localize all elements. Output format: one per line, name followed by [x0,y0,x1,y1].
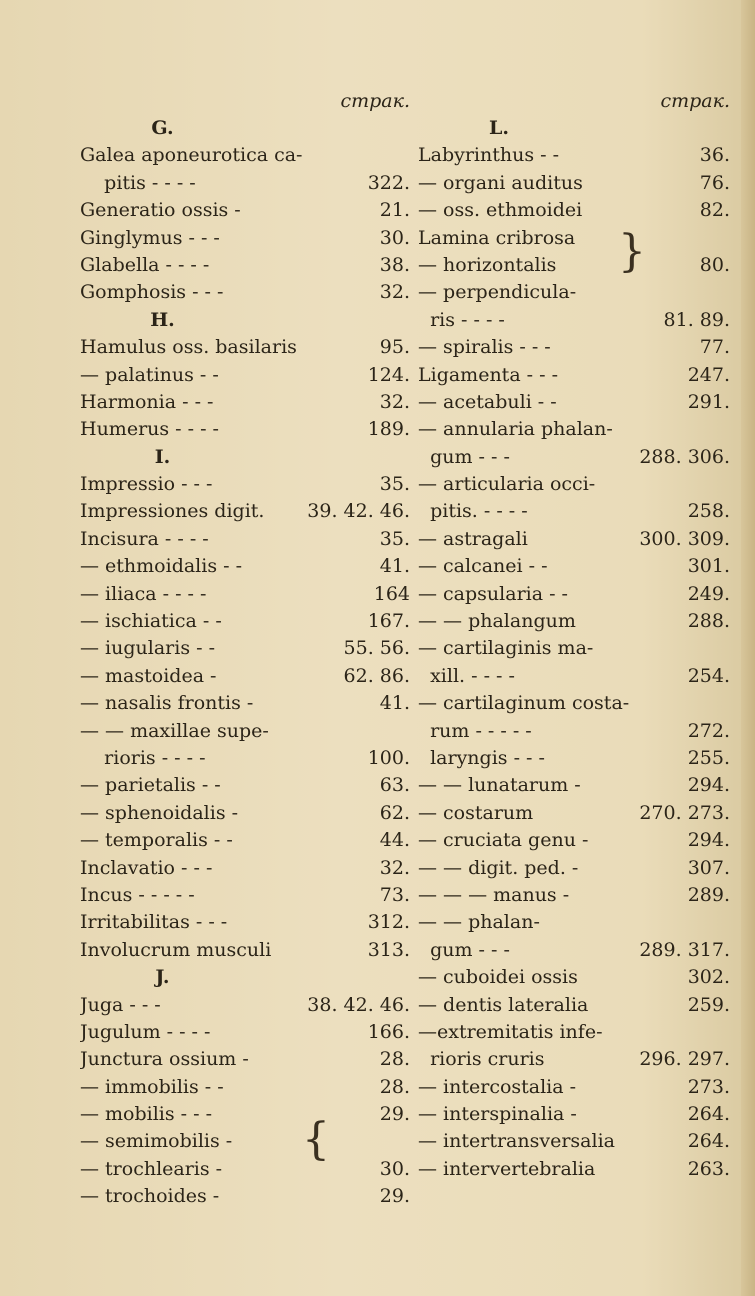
right-column [418,88,730,1183]
entry-term: rum - - - - - [418,719,532,742]
entry-page: 258. [687,500,730,523]
entry-page: 294. [687,774,730,797]
index-entry [418,1074,730,1101]
index-entry [418,909,730,936]
entry-term: — trochoides - [80,1185,220,1208]
entry-page: 55. 56. [343,637,410,660]
left-column [80,88,410,1211]
index-entry [418,800,730,827]
entry-page: 38. 42. 46. [307,993,410,1016]
index-entry [80,225,410,252]
index-entry [418,553,730,580]
index-entry [418,964,730,991]
entry-term: Glabella - - - - [80,253,210,276]
index-entry [418,225,730,252]
entry-page: 124. [367,363,410,386]
index-entry [418,690,730,717]
entry-term: — annularia phalan- [418,418,613,441]
entry-term: xill. - - - - [418,664,515,687]
entry-term: — ethmoidalis - - [80,555,243,578]
entry-page: 28. [379,1075,410,1098]
index-entry [80,800,410,827]
index-entry [80,170,410,197]
entry-page: 81. 89. [663,308,730,331]
entry-term: — sphenoidalis - [80,801,239,824]
entry-page: 32. [379,390,410,413]
entry-term: — spiralis - - - [418,336,551,359]
index-entry [80,992,410,1019]
entry-page: 300. 309. [639,527,730,550]
entry-page [726,279,730,306]
entry-term: Labyrinthus - - [418,144,560,167]
entry-page: 164 [373,582,410,605]
entry-page: 39. 42. 46. [307,500,410,523]
index-entry [418,827,730,854]
entry-term: gum - - - [418,938,510,961]
entry-term: — acetabuli - - [418,390,557,413]
entry-page: 29. [379,1185,410,1208]
entry-page: 77. [699,336,730,359]
entry-term: — immobilis - - [80,1075,224,1098]
index-entry [80,663,410,690]
column-header-left: страк. [340,90,410,112]
entry-term: Involucrum musculi [80,938,272,961]
index-entry [80,498,410,525]
entry-term: — articularia occi- [418,473,596,496]
entry-term: — cartilaginum costa- [418,692,630,715]
entry-page: 35. [379,473,410,496]
entry-page: 30. [379,1157,410,1180]
entry-term: Jugulum - - - - [80,1020,211,1043]
entry-page [726,635,730,662]
entry-term: — — — manus - [418,883,570,906]
index-entry [418,1128,730,1155]
entry-page: 289. 317. [639,938,730,961]
entry-term: — oss. ethmoidei [418,199,583,222]
index-entry [80,197,410,224]
entry-page: 272. [687,719,730,742]
index-entry [418,334,730,361]
entry-page: 270. 273. [639,801,730,824]
entry-term: — intertransversalia [418,1130,615,1153]
entry-term: — nasalis frontis - [80,692,254,715]
entry-page [406,1128,410,1155]
entry-term: — semimobilis - [80,1130,233,1153]
index-entry [80,827,410,854]
entry-page [726,416,730,443]
section-letter: J. [155,966,170,989]
index-entry [80,937,410,964]
index-entry [80,1156,410,1183]
index-entry [80,416,410,443]
index-entry [80,772,410,799]
entry-page: 73. [379,883,410,906]
index-entry [80,1046,410,1073]
entry-page: 80. [699,253,730,276]
entry-page: 41. [379,692,410,715]
entry-term: — organi auditus [418,171,583,194]
entry-term: — horizontalis [418,253,557,276]
index-entry [80,1128,410,1155]
entry-term: Harmonia - - - [80,390,214,413]
entry-page: 166. [367,1020,410,1043]
entry-page: 322. [367,171,410,194]
index-entry [80,855,410,882]
index-entry [418,1019,730,1046]
entry-term: — mastoidea - [80,664,217,687]
index-entry [80,553,410,580]
entry-term: — intercostalia - [418,1075,577,1098]
entry-term: — — digit. ped. - [418,856,579,879]
entry-page: 291. [687,390,730,413]
entry-page: 32. [379,856,410,879]
index-entry [80,718,410,745]
entry-page: 35. [379,527,410,550]
entry-page: 301. [687,555,730,578]
index-entry [418,444,730,471]
entry-term: — cartilaginis ma- [418,637,594,660]
entry-term: Galea aponeurotica ca- [80,144,303,167]
entry-term: Hamulus oss. basilaris [80,336,297,359]
index-entry [418,471,730,498]
index-entry [418,1046,730,1073]
index-entry [418,362,730,389]
entry-term: — capsularia - - [418,582,568,605]
brace-lamina-horizontalis: } [618,226,646,277]
entry-page: 36. [699,144,730,167]
column-header-right: страк. [660,90,730,112]
index-entry [80,1074,410,1101]
entry-term: ris - - - - [418,308,505,331]
entry-page: 41. [379,555,410,578]
index-entry [80,142,410,169]
index-entry [80,635,410,662]
index-entry [418,307,730,334]
entry-page: 82. [699,199,730,222]
entry-page: 264. [687,1130,730,1153]
entry-page: 289. [687,883,730,906]
entry-page: 44. [379,829,410,852]
index-entry [80,279,410,306]
entry-page: 95. [379,336,410,359]
index-entry [418,1156,730,1183]
entry-term: — intervertebralia [418,1157,596,1180]
entry-page: 288. [687,610,730,633]
entry-page: 259. [687,993,730,1016]
entry-page: 273. [687,1075,730,1098]
entry-term: Ginglymus - - - [80,226,220,249]
entry-term: Impressiones digit. [80,500,265,523]
entry-term: — iugularis - - [80,637,215,660]
entry-term: Incisura - - - - [80,527,209,550]
entry-page: 76. [699,171,730,194]
index-entry [418,197,730,224]
section-letter: L. [489,117,509,139]
entry-term: Gomphosis - - - [80,281,224,304]
index-entry [418,635,730,662]
brace-semimobilis-trochlearis: { [302,1114,330,1165]
entry-term: Juga - - - [80,993,161,1016]
entry-term: gum - - - [418,445,510,468]
entry-page: 63. [379,774,410,797]
section-letter: I. [154,445,171,468]
index-entry [80,1183,410,1210]
entry-page [406,142,410,169]
entry-term: rioris - - - - [80,746,206,769]
entry-term: — ischiatica - - [80,610,222,633]
index-entry [418,992,730,1019]
entry-term: — interspinalia - [418,1103,577,1126]
entry-term: laryngis - - - [418,746,545,769]
index-entry [418,772,730,799]
entry-term: rioris cruris [418,1048,545,1071]
entry-term: — calcanei - - [418,555,548,578]
entry-page: 189. [367,418,410,441]
entry-page: 29. [379,1103,410,1126]
entry-term: — iliaca - - - - [80,582,207,605]
entry-term: Lamina cribrosa [418,226,576,249]
entry-term: — palatinus - - [80,363,219,386]
entry-page: 296. 297. [639,1048,730,1071]
index-entry [80,745,410,772]
entry-term: Generatio ossis - [80,199,241,222]
entry-term: — — maxillae supe- [80,719,269,742]
entry-page: 313. [367,938,410,961]
entry-page: 62. [379,801,410,824]
index-entry [418,1101,730,1128]
entry-page: 167. [367,610,410,633]
entry-term: — perpendicula- [418,281,577,304]
entry-page: 254. [687,664,730,687]
entry-term: — — phalan- [418,911,540,934]
entry-page [726,471,730,498]
index-entry [418,718,730,745]
index-entry [80,882,410,909]
index-entry [418,498,730,525]
entry-page [726,909,730,936]
entry-term: — temporalis - - [80,829,233,852]
index-entry [418,855,730,882]
entry-term: Incus - - - - - [80,883,195,906]
index-entry [80,1101,410,1128]
index-entry [80,909,410,936]
entry-term: — dentis lateralia [418,993,589,1016]
section-letter: G. [151,117,174,139]
index-entry [80,1019,410,1046]
entry-term: — parietalis - - [80,774,221,797]
entry-page: 30. [379,226,410,249]
entry-page: 263. [687,1157,730,1180]
entry-page: 28. [379,1048,410,1071]
index-entry [418,937,730,964]
index-entry [80,526,410,553]
index-entry [418,745,730,772]
index-entry [418,389,730,416]
entry-term: Ligamenta - - - [418,363,559,386]
entry-page: 247. [687,363,730,386]
entry-page: 255. [687,746,730,769]
index-entry [80,362,410,389]
entry-term: — mobilis - - - [80,1103,213,1126]
entry-page: 38. [379,253,410,276]
index-entry [80,252,410,279]
entry-term: — astragali [418,527,528,550]
entry-page [726,690,730,717]
page-edge [741,0,755,1296]
entry-page [726,225,730,252]
entry-term: Humerus - - - - [80,418,219,441]
entry-page: 32. [379,281,410,304]
entry-term: pitis - - - - [80,171,196,194]
entry-page: 264. [687,1103,730,1126]
entry-page [726,1019,730,1046]
index-entry [80,608,410,635]
entry-term: pitis. - - - - [418,500,528,523]
index-entry [418,170,730,197]
entry-term: Junctura ossium - [80,1048,249,1071]
index-entry [418,663,730,690]
entry-term: Inclavatio - - - [80,856,213,879]
entry-page: 100. [367,746,410,769]
index-entry [418,252,730,279]
index-entry [80,581,410,608]
index-entry [80,389,410,416]
index-entry [418,526,730,553]
entry-term: — — lunatarum - [418,774,581,797]
index-entry [418,279,730,306]
entry-page [406,718,410,745]
index-entry [80,334,410,361]
entry-term: Impressio - - - [80,473,213,496]
entry-page: 312. [367,911,410,934]
index-entry [80,471,410,498]
entry-page: 288. 306. [639,445,730,468]
entry-term: Irritabilitas - - - [80,911,228,934]
entry-term: —extremitatis infe- [418,1020,603,1043]
entry-term: — cruciata genu - [418,829,589,852]
index-entry [80,690,410,717]
index-entry [418,608,730,635]
entry-page: 21. [379,199,410,222]
index-entry [418,142,730,169]
entry-page: 294. [687,829,730,852]
entry-term: — trochlearis - [80,1157,223,1180]
entry-term: — — phalangum [418,610,576,633]
entry-page: 249. [687,582,730,605]
entry-page: 307. [687,856,730,879]
index-entry [418,416,730,443]
entry-page: 62. 86. [343,664,410,687]
section-letter: H. [150,308,175,331]
entry-page: 302. [687,966,730,989]
index-entry [418,581,730,608]
index-entry [418,882,730,909]
entry-term: — cuboidei ossis [418,966,578,989]
entry-term: — costarum [418,801,534,824]
